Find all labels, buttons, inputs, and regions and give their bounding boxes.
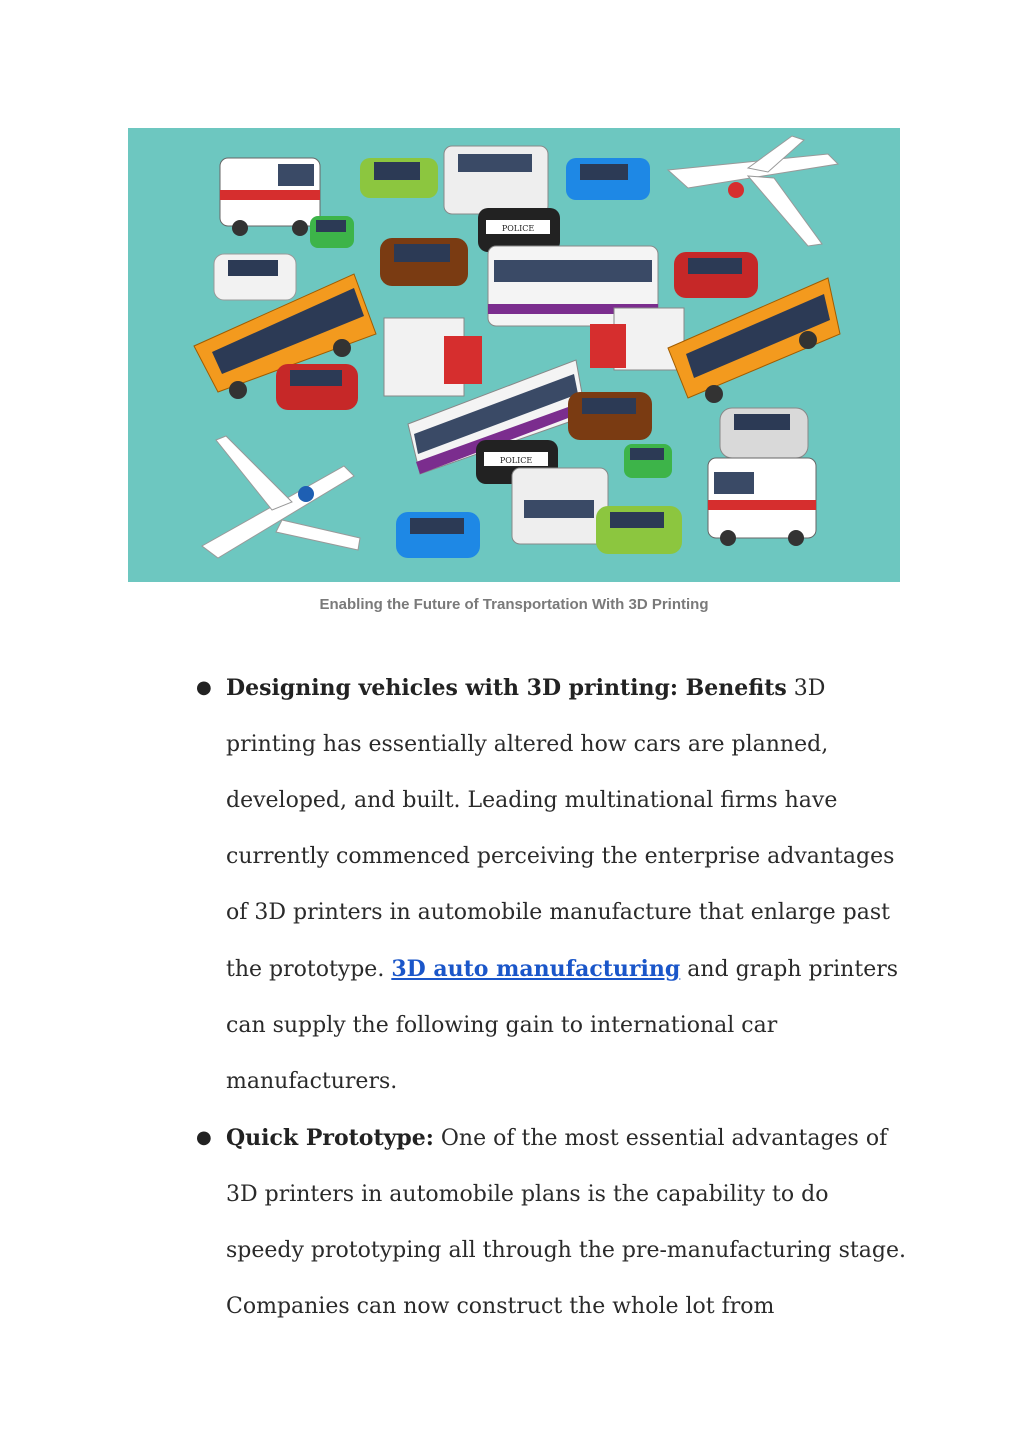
car-icon	[214, 254, 296, 300]
car-icon	[568, 392, 652, 440]
airplane-icon	[202, 436, 360, 558]
transportation-illustration	[128, 128, 900, 582]
list-item	[0, 1110, 906, 1335]
car-icon	[396, 512, 480, 558]
car-icon	[360, 158, 438, 198]
item-text: One of the most essential advantages of 3D printers in automobile plans is the capability to do speedy prototyping all through the pre-manufacturing stage. Companies can now construct the whole lot from	[226, 1126, 906, 1319]
small-car-icon	[310, 216, 354, 248]
car-icon	[380, 238, 468, 286]
police-car-icon	[478, 208, 560, 252]
car-icon	[674, 252, 758, 298]
ambulance-icon	[220, 158, 320, 236]
item-text: 3D printing has essentially altered how cars are planned, developed, and built. Leading multinational firms have currently commenced perceiving the enterprise advantages of 3D printers in automobile manufacture that enlarge past the prototype.	[226, 676, 895, 982]
car-icon	[566, 158, 650, 200]
item-heading: Quick Prototype:	[226, 1125, 434, 1151]
auto-manufacturing-link[interactable]: 3D auto manufacturing	[391, 956, 681, 982]
van-icon	[444, 146, 548, 214]
police-label: POLICE	[501, 224, 535, 233]
ambulance-icon	[708, 458, 816, 546]
benefits-list	[0, 660, 1024, 1335]
item-text: and graph printers can supply the following gain to international car manufacturers.	[226, 957, 899, 1094]
small-car-icon	[624, 444, 672, 478]
van-icon	[512, 468, 608, 544]
hero-illustration	[128, 128, 900, 582]
list-item	[0, 660, 906, 1110]
truck-icon	[384, 318, 482, 396]
bullet-icon: ●	[196, 1127, 212, 1148]
car-icon	[596, 506, 682, 554]
figure-caption: Enabling the Future of Transportation With 3D Printing	[319, 596, 709, 613]
item-heading: Designing vehicles with 3D printing: Benefits	[226, 675, 787, 701]
police-label: POLICE	[499, 456, 533, 465]
airplane-icon	[668, 136, 838, 246]
bullet-icon: ●	[196, 677, 212, 698]
car-icon	[276, 364, 358, 410]
car-icon	[720, 408, 808, 458]
